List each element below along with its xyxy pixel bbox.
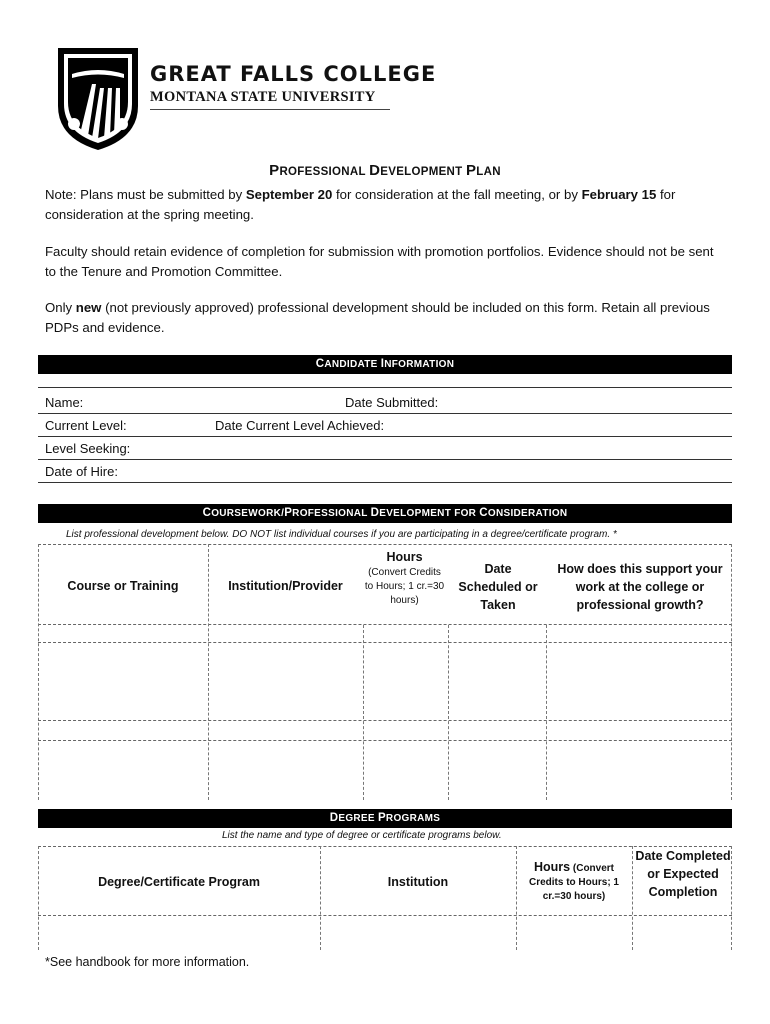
col-divider — [448, 625, 449, 800]
table-border-right — [731, 544, 732, 800]
submission-deadline-note: Note: Plans must be submitted by September 20 for consideration at the fall meeting, or by February 15 for consideration at the spring meeting. — [45, 187, 676, 222]
handbook-footnote: *See handbook for more information. — [45, 955, 250, 969]
col-course-or-training: Course or Training — [67, 579, 179, 593]
col-degree-program: Degree/Certificate Program — [98, 875, 260, 889]
col-divider — [516, 846, 517, 950]
level-seeking-field-line[interactable] — [38, 459, 732, 460]
current-level-field-line[interactable] — [38, 436, 732, 437]
coursework-header: COURSEWORK/PROFESSIONAL DEVELOPMENT FOR CONSIDERATION — [38, 504, 732, 523]
table-row[interactable] — [38, 720, 732, 721]
coursework-instruction: List professional development below. DO NOT list individual courses if you are participating in a degree/certificate program. * — [66, 529, 617, 540]
table-border-right — [731, 846, 732, 950]
date-of-hire-label: Date of Hire: — [45, 464, 118, 479]
brand-underline — [150, 109, 390, 110]
col-divider — [320, 846, 321, 950]
col-divider — [632, 846, 633, 950]
name-field-line[interactable] — [38, 413, 732, 414]
date-of-hire-field-line[interactable] — [38, 482, 732, 483]
evidence-note: Faculty should retain evidence of completion for submission with promotion portfolios. Evidence should not be sent to the Tenure and Promotion Committee. — [45, 244, 714, 279]
col-hours: Hours (Convert Credits to Hours; 1 cr.=30 hours) — [364, 550, 445, 606]
col-institution: Institution — [387, 875, 449, 889]
degree-programs-header: DEGREE PROGRAMS — [38, 809, 732, 828]
brand-subtitle: MONTANA STATE UNIVERSITY — [150, 89, 376, 105]
table-border-left — [38, 544, 39, 800]
brand-name: GREAT FALLS COLLEGE — [150, 62, 437, 86]
col-institution-provider: Institution/Provider — [228, 579, 343, 593]
col-degree-hours: Hours (Convert Credits to Hours; 1 cr.=30 hours) — [528, 860, 619, 902]
table-border-left — [38, 846, 39, 950]
college-shield-logo — [52, 44, 144, 152]
col-divider — [208, 544, 209, 800]
table-row[interactable] — [38, 915, 732, 916]
col-date-completed: Date Completed or Expected Completion — [635, 849, 731, 899]
table-row[interactable] — [38, 642, 732, 643]
col-date-scheduled: Date Scheduled or Taken — [458, 562, 538, 612]
degree-instruction: List the name and type of degree or certificate programs below. — [222, 830, 502, 841]
level-seeking-label: Level Seeking: — [45, 441, 131, 456]
candidate-info-header: CANDIDATE INFORMATION — [38, 355, 732, 374]
page-title: PROFESSIONAL DEVELOPMENT PLAN — [269, 162, 501, 179]
current-level-label: Current Level: — [45, 418, 127, 433]
name-label: Name: — [45, 395, 84, 410]
col-support-growth: How does this support your work at the college or professional growth? — [557, 562, 723, 612]
table-row[interactable] — [38, 740, 732, 741]
table-top-border — [38, 544, 732, 545]
table-top-border — [38, 846, 732, 847]
date-current-level-label: Date Current Level Achieved: — [215, 418, 385, 433]
date-submitted-label: Date Submitted: — [345, 395, 439, 410]
col-divider — [546, 625, 547, 800]
table-row — [38, 624, 732, 625]
new-pd-note: Only new (not previously approved) professional development should be included on this form. Retain all previous PDPs and evidence. — [45, 300, 710, 335]
divider — [38, 387, 732, 388]
col-divider — [363, 625, 364, 800]
